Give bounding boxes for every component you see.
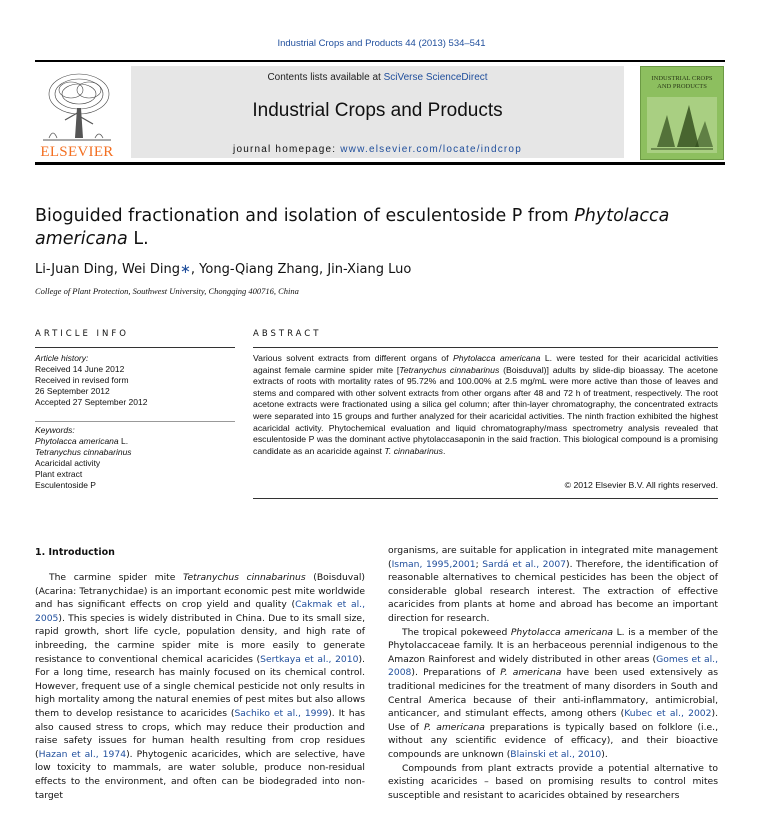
keyword-4: Plant extract — [35, 469, 83, 479]
abstract-text — [253, 353, 718, 457]
contents-line — [131, 72, 624, 83]
revised-label: Received in revised form — [35, 375, 129, 385]
keywords — [35, 425, 235, 491]
abstract-seg-4: Tetranychus cinnabarinus — [399, 364, 500, 375]
text-seg: (Boisduval) (Acarina: Tetranychidae) is an important economic pest mite worldwide and has significant effects on crop yield and quality ( — [35, 572, 365, 611]
keyword-1-species: Phytolacca americana — [35, 436, 119, 446]
cover-title-line-2: AND PRODUCTS — [657, 83, 707, 90]
article-info-rule — [35, 347, 235, 348]
text-seg: ). This species is widely distributed in China. Due to its small size, rapid growth, short life cycle, population density, and high rate of inbreeding, the carmine spider mite is more easily to generate resistance to conventional chemical acaricides ( — [35, 612, 365, 665]
body-column-right — [388, 544, 718, 802]
revised-date: 26 September 2012 — [35, 386, 110, 396]
header-rule-top — [35, 60, 725, 62]
species-name: P. americana — [500, 667, 562, 679]
text-seg: preparations is typically based on folklore (i.e., without any scientific evidence of efficacy), and their bioactive compounds are unknown ( — [388, 721, 719, 760]
text-seg: The carmine spider mite — [49, 572, 184, 583]
received-date: Received 14 June 2012 — [35, 364, 125, 374]
journal-cover-thumbnail[interactable] — [640, 66, 724, 160]
article-info-heading: ARTICLE INFO — [35, 329, 129, 339]
contents-prefix: Contents lists available at — [267, 72, 384, 83]
accepted-date: Accepted 27 September 2012 — [35, 397, 148, 407]
text-seg: ; — [475, 558, 483, 570]
citation-link[interactable]: Sertkaya et al., 2010 — [260, 653, 359, 665]
text-seg: ). — [601, 748, 608, 760]
cover-illustration — [647, 97, 717, 153]
species-name: Tetranychus cinnabarinus — [183, 572, 306, 583]
authors-part-2[interactable]: , Yong-Qiang Zhang, Jin-Xiang Luo — [190, 262, 412, 277]
intro-paragraph-1-cont — [388, 544, 718, 626]
keyword-3: Acaricidal activity — [35, 458, 101, 468]
intro-paragraph-3 — [388, 762, 718, 803]
sciencedirect-link[interactable]: SciVerse ScienceDirect — [383, 72, 488, 83]
homepage-line — [131, 144, 624, 155]
citation-link[interactable]: Sachiko et al., 1999 — [234, 707, 329, 719]
journal-title[interactable]: Industrial Crops and Products — [252, 100, 503, 121]
text-seg: ). For a long time, research has mainly focused on its chemical control. However, frequent use of a single chemical pesticide not only results in high mortality among the natural enemies of pest mites but also allows them to develop resistance to acaricides ( — [35, 653, 365, 719]
homepage-prefix: journal homepage: — [233, 144, 341, 155]
abstract-heading: ABSTRACT — [253, 329, 322, 339]
intro-paragraph-1 — [35, 571, 365, 802]
copyright: © 2012 Elsevier B.V. All rights reserved. — [564, 480, 718, 490]
citation-link[interactable]: Blainski et al., 2010 — [510, 748, 602, 760]
species-name: Phytolacca americana — [510, 626, 614, 638]
keyword-2 — [35, 447, 235, 458]
history-label: Article history: — [35, 353, 89, 363]
keyword-2-species: Tetranychus cinnabarinus — [35, 447, 132, 457]
corresponding-author-star[interactable]: ∗ — [180, 262, 191, 277]
text-seg: ). Therefore, the identification of reasonable alternatives to chemical pesticides has been the object of considerable global research interest. The extraction of effective acaricides from plants at home and abroad has become an important direction for research. — [388, 558, 718, 624]
citation-link[interactable]: Isman, 1995,2001 — [391, 558, 476, 570]
abstract-seg-5: (Boisduval)] adults by slide-dip bioassay. The acetone extracts of roots with mortality rates of 95.72% and 100.00% at 2.5 mg/mL were more active than those of leaves and stems and compared with other solvent extracts from other organs after 48 and 72 h of treatment, respectively. The root acetone extracts were fractionated using a silica gel column; after thin-layer chromatography, the concentrated extracts were separated into 15 groups and further analyzed for their acaricidal activities. The ninth fraction exhibited the highest acaricidal activity. Phytochemical evaluation and liquid chromatography/mass spectrometry analysis revealed that esculentoside P was the dominant active phytolaccasaponin in the said fraction. This biological compound is a promising candidate as an acaricide against — [253, 364, 718, 456]
introduction-heading: 1. Introduction — [35, 547, 115, 558]
keyword-5: Esculentoside P — [35, 480, 96, 490]
text-seg: ). Preparations of — [411, 667, 501, 679]
text-seg: Compounds from plant extracts provide a potential alternative to existing acaricides – based on promising results to control mites susceptible and resistant to acaricides obtained by researchers — [388, 762, 718, 801]
text-seg: organisms, are suitable for application in integrated mite management ( — [388, 545, 718, 570]
species-name: P. americana — [424, 721, 485, 733]
body-column-left — [35, 571, 365, 802]
intro-paragraph-2 — [388, 626, 718, 762]
header-rule-bottom — [35, 162, 725, 165]
title-part-1: Bioguided fractionation and isolation of esculentoside P from — [35, 206, 575, 226]
keywords-label: Keywords: — [35, 425, 75, 435]
citation-link[interactable]: Gomes et al., 2008 — [388, 653, 718, 679]
citation-link[interactable]: Cakmak et al., 2005 — [35, 599, 365, 624]
title-genus: Phytolacca — [574, 206, 670, 226]
text-seg: ). Use of — [388, 708, 718, 733]
article-history — [35, 353, 235, 408]
citation-link[interactable]: Sardá et al., 2007 — [482, 558, 567, 570]
text-seg: ). It has also caused stress to crops, which may reduce their production and raise safety issues for human health resulting from crop residues ( — [35, 707, 365, 760]
abstract-rule-top — [253, 347, 718, 348]
keywords-rule — [35, 421, 235, 422]
text-seg: have been used extensively as traditional medicines for the treatment of many disorders in South and Central America because of their anti-inflammatory, antimicrobial, anticancer, and stimulant effects, among others ( — [388, 667, 718, 720]
abstract-seg-7: . — [442, 445, 446, 456]
title-suffix: L. — [127, 229, 149, 249]
publisher-wordmark[interactable]: ELSEVIER — [40, 144, 114, 160]
citation-link[interactable]: Hazan et al., 1974 — [38, 748, 127, 760]
abstract-rule-bottom — [253, 498, 718, 499]
abstract-seg-1: Various solvent extracts from different organs of — [253, 353, 453, 363]
affiliation: College of Plant Protection, Southwest University, Chongqing 400716, China — [35, 286, 299, 296]
article-title — [35, 205, 675, 251]
text-seg: L. is a member of the Phytolaccaceae family. It is an herbaceous perennial indigenous to the Amazon Rainforest and widely distributed in other areas ( — [388, 626, 718, 665]
text-seg: ). Phytogenic acaricides, which are selective, have low toxicity to mammals, are water soluble, produce non-residual effects to the environment, and often can be biodegraded into non-target — [35, 748, 365, 801]
journal-reference[interactable]: Industrial Crops and Products 44 (2013) 534–541 — [277, 38, 486, 49]
authors — [35, 262, 411, 277]
abstract-seg-6: T. cinnabarinus — [384, 445, 443, 456]
title-species: americana — [35, 229, 128, 249]
abstract-seg-2: Phytolacca americana — [452, 353, 541, 363]
keyword-1 — [35, 436, 235, 447]
citation-link[interactable]: Kubec et al., 2002 — [624, 708, 712, 720]
text-seg: The tropical pokeweed — [402, 626, 511, 638]
keyword-1-suffix: L. — [118, 436, 129, 446]
cover-title-line-1: INDUSTRIAL CROPS — [651, 75, 713, 82]
abstract-seg-3: L. were tested for their acaricidal activities against female carmine spider mite [ — [253, 353, 718, 375]
authors-part-1[interactable]: Li-Juan Ding, Wei Ding — [35, 262, 181, 277]
cover-title — [641, 75, 723, 91]
homepage-link[interactable]: www.elsevier.com/locate/indcrop — [340, 144, 522, 155]
